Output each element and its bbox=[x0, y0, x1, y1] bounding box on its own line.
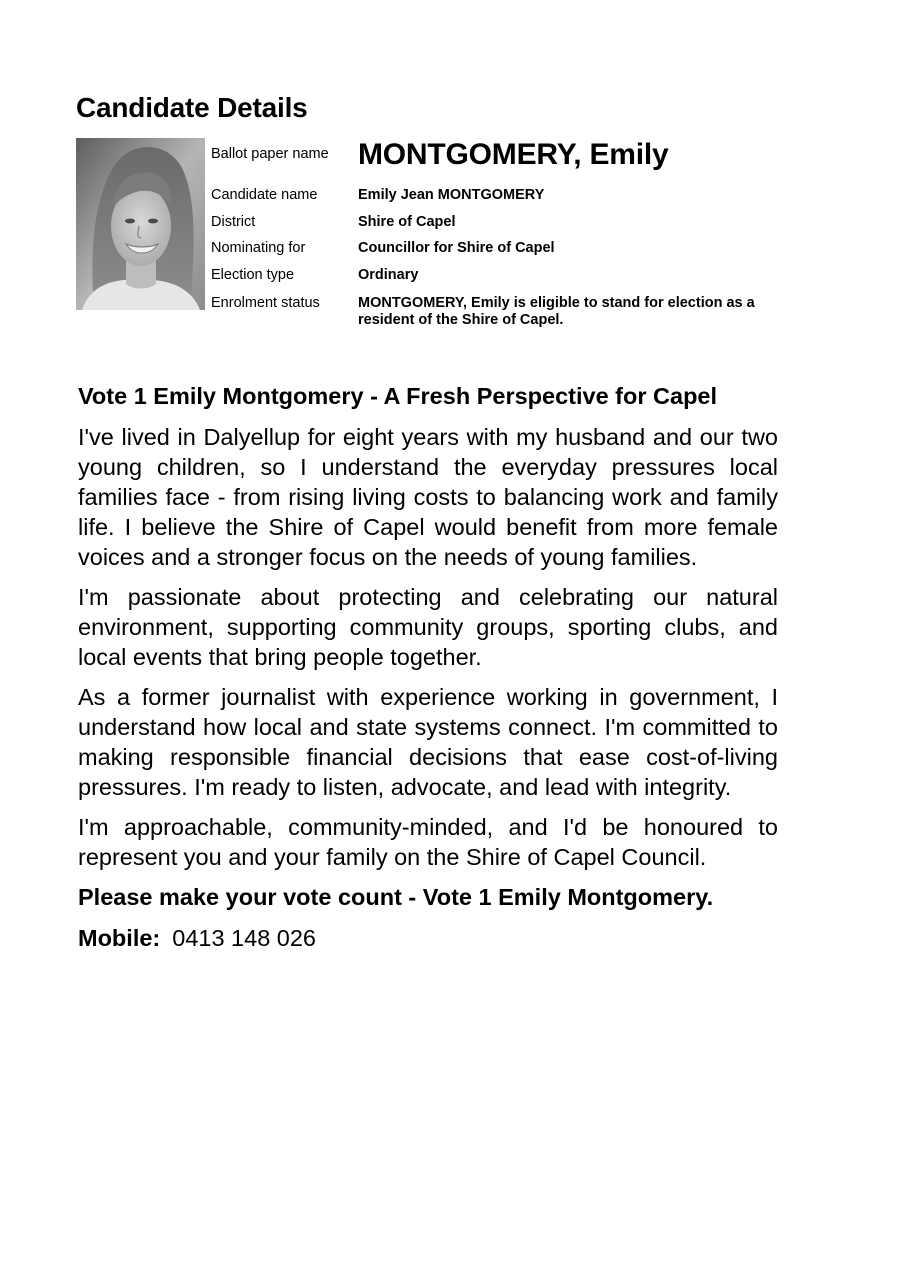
mobile-label: Mobile: bbox=[78, 925, 161, 951]
statement-paragraph: As a former journalist with experience working in government, I understand how local and state systems connect. I'm committed to making responsible financial decisions that ease cost-of-living pressures. I'm ready to listen, advocate, and lead with integrity. bbox=[78, 684, 778, 800]
ballot-paper-name: MONTGOMERY, Emily bbox=[358, 138, 669, 171]
enrolment-status-value: MONTGOMERY, Emily is eligible to stand for election as a resident of the Shire of Capel. bbox=[358, 295, 755, 328]
statement-paragraph: I'm passionate about protecting and celebrating our natural environment, supporting community groups, sporting clubs, and local events that bring people together. bbox=[78, 584, 778, 670]
election-type-label: Election type bbox=[211, 267, 295, 283]
mobile-number: 0413 148 026 bbox=[172, 925, 317, 951]
statement-paragraph: I've lived in Dalyellup for eight years with my husband and our two young children, so I understand the everyday pressures local families face - from rising living costs to balancing work and family life. I believe the Shire of Capel would benefit from more female voices and a stronger focus on the needs of young families. bbox=[78, 424, 778, 570]
statement-headline: Vote 1 Emily Montgomery - A Fresh Perspective for Capel bbox=[78, 383, 718, 409]
page-title: Candidate Details bbox=[76, 92, 308, 123]
mobile-contact bbox=[78, 923, 778, 953]
district-value: Shire of Capel bbox=[358, 214, 456, 230]
ballot-paper-name-label: Ballot paper name bbox=[211, 146, 329, 162]
closing-line: Please make your vote count - Vote 1 Emily Montgomery. bbox=[78, 884, 714, 910]
election-type-value: Ordinary bbox=[358, 267, 419, 283]
statement-paragraph: I'm approachable, community-minded, and I'd be honoured to represent you and your family on the Shire of Capel Council. bbox=[78, 814, 778, 870]
candidate-name-label: Candidate name bbox=[211, 187, 318, 203]
nominating-for-value: Councillor for Shire of Capel bbox=[358, 240, 555, 256]
candidate-statement bbox=[78, 381, 778, 953]
candidate-name: Emily Jean MONTGOMERY bbox=[358, 187, 545, 203]
enrolment-status-label: Enrolment status bbox=[211, 295, 320, 311]
candidate-photo bbox=[76, 138, 205, 310]
nominating-for-label: Nominating for bbox=[211, 240, 306, 256]
district-label: District bbox=[211, 214, 256, 230]
